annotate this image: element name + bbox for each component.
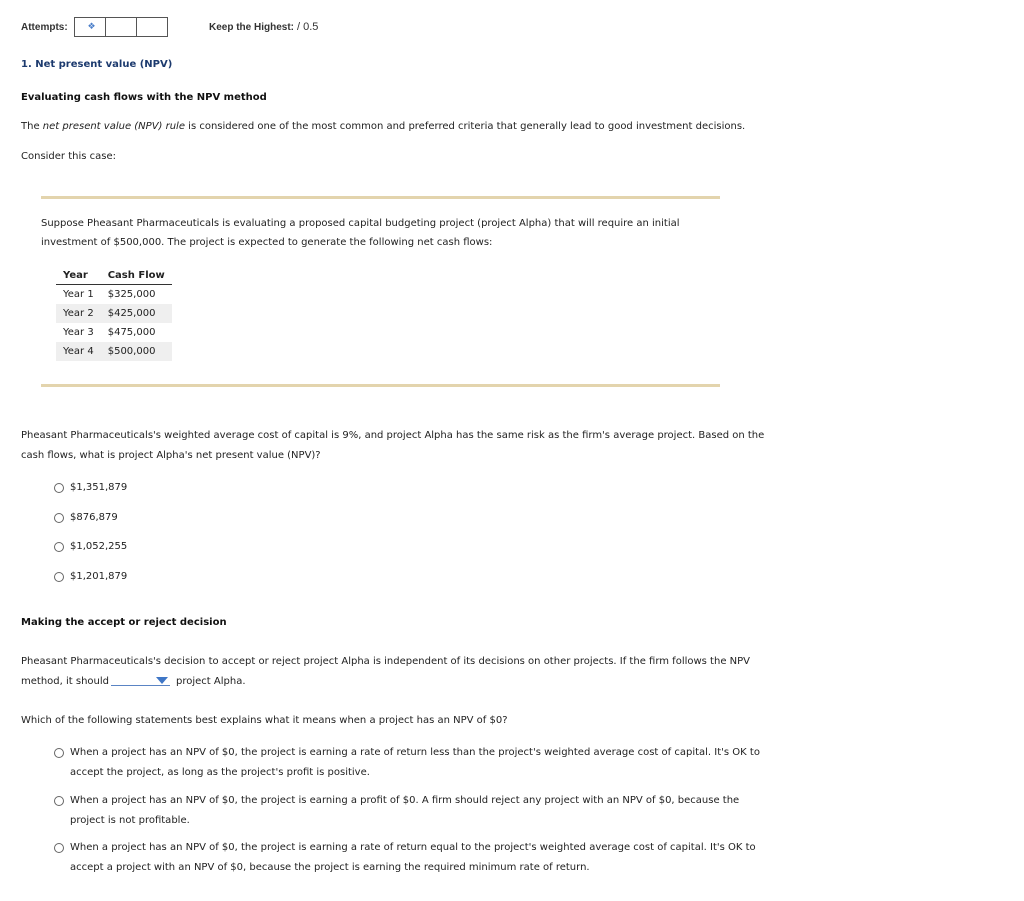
npv-option-label: $876,879 xyxy=(70,512,118,523)
cash-flow-cell: $475,000 xyxy=(107,327,156,338)
attempt-box xyxy=(136,17,168,37)
attempts-label: Attempts: xyxy=(21,22,68,33)
option-line1: When a project has an NPV of $0, the project is earning a rate of return equal to the project's weighted average cost of capital. It's OK to xyxy=(70,842,756,853)
consider-case-text: Consider this case: xyxy=(21,151,116,162)
option-line2: accept the project, as long as the project's profit is positive. xyxy=(70,767,370,778)
radio-button[interactable] xyxy=(54,843,64,853)
npv-rule-term: net present value (NPV) rule xyxy=(42,121,185,132)
npv-option-label: $1,052,255 xyxy=(70,541,128,552)
option-line1: When a project has an NPV of $0, the project is earning a profit of $0. A firm should reject any project with an NPV of $0, because the xyxy=(70,795,740,806)
radio-button[interactable] xyxy=(54,748,64,758)
cash-flow-cell: $500,000 xyxy=(101,342,172,361)
radio-button[interactable] xyxy=(54,483,64,493)
attempts-indicator xyxy=(74,17,168,37)
cash-flow-cell: $325,000 xyxy=(107,289,156,300)
decision-text-prefix: method, it should xyxy=(21,676,109,687)
year-column-header: Year xyxy=(56,267,101,285)
radio-button[interactable] xyxy=(54,796,64,806)
dropdown-arrow-icon[interactable] xyxy=(156,677,168,684)
year-cell: Year 3 xyxy=(63,327,94,338)
zero-npv-question: Which of the following statements best explains what it means when a project has an NPV of $0? xyxy=(21,715,508,726)
table-row xyxy=(56,342,172,361)
option-line2: accept a project with an NPV of $0, because the project is earning the required minimum rate of return. xyxy=(70,862,590,873)
attempt-box xyxy=(105,17,137,37)
year-cell: Year 2 xyxy=(56,304,101,323)
case-top-divider xyxy=(41,196,720,199)
year-cell: Year 4 xyxy=(56,342,101,361)
keep-highest-label: Keep the Highest: xyxy=(209,22,295,33)
question-title: 1. Net present value (NPV) xyxy=(21,59,173,70)
cash-flow-table xyxy=(56,267,172,361)
npv-question-line2: cash flows, what is project Alpha's net present value (NPV)? xyxy=(21,450,321,461)
table-header-row xyxy=(56,267,172,285)
decision-text-line1: Pheasant Pharmaceuticals's decision to accept or reject project Alpha is independent of its decisions on other projects. If the firm follows the NPV xyxy=(21,656,750,667)
case-text-line1: Suppose Pheasant Pharmaceuticals is evaluating a proposed capital budgeting project (project Alpha) that will require an initial xyxy=(41,218,680,229)
cash-flow-cell: $425,000 xyxy=(101,304,172,323)
npv-option-label: $1,351,879 xyxy=(70,482,128,493)
radio-button[interactable] xyxy=(54,513,64,523)
npv-question-line1: Pheasant Pharmaceuticals's weighted average cost of capital is 9%, and project Alpha has the same risk as the firm's average project. Based on the xyxy=(21,430,765,441)
section-heading-decision: Making the accept or reject decision xyxy=(21,617,227,628)
attempt-marker-icon: ❖ xyxy=(87,22,96,32)
table-row xyxy=(56,304,172,323)
year-cell: Year 1 xyxy=(63,289,94,300)
case-text-line2: investment of $500,000. The project is expected to generate the following net cash flows: xyxy=(41,237,493,248)
option-line2: project is not profitable. xyxy=(70,815,190,826)
npv-option-label: $1,201,879 xyxy=(70,571,128,582)
option-line1: When a project has an NPV of $0, the project is earning a rate of return less than the project's weighted average cost of capital. It's OK to xyxy=(70,747,760,758)
decision-text-suffix: project Alpha. xyxy=(176,676,246,687)
table-row xyxy=(56,323,172,342)
radio-button[interactable] xyxy=(54,542,64,552)
case-bottom-divider xyxy=(41,384,720,387)
accept-reject-dropdown[interactable] xyxy=(111,673,170,686)
cash-flow-column-header: Cash Flow xyxy=(101,267,172,285)
section-heading-evaluating: Evaluating cash flows with the NPV method xyxy=(21,92,267,103)
radio-button[interactable] xyxy=(54,572,64,582)
attempt-box xyxy=(74,17,106,37)
intro-text: The net present value (NPV) rule is considered one of the most common and preferred criteria that generally lead to good investment decisions. xyxy=(21,121,746,132)
score-value: / 0.5 xyxy=(297,21,319,33)
table-row xyxy=(56,285,172,305)
